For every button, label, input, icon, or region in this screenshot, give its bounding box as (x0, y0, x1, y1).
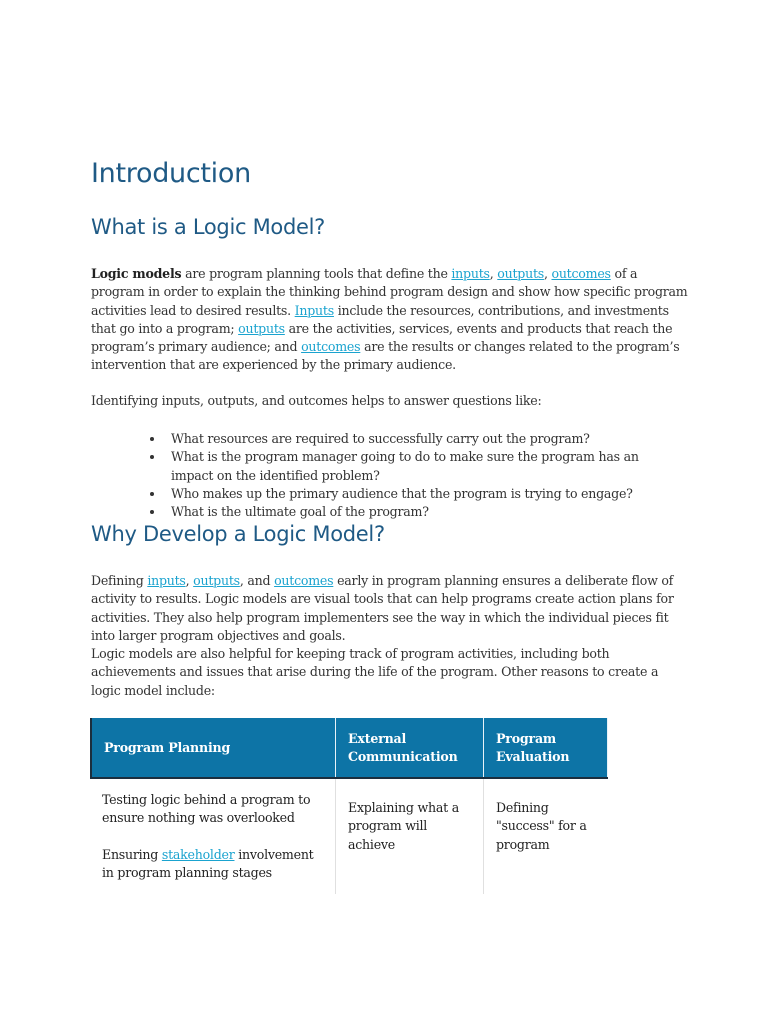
table-header-program-planning: Program Planning (90, 718, 335, 777)
paragraph-definition (91, 265, 691, 375)
table-header-external-communication: External Communication (335, 718, 483, 777)
text-span: include the resources, contributions, and investments that go into a program; (91, 302, 669, 336)
text-span: involvement in program planning stages (102, 846, 314, 880)
text-span: , (489, 266, 498, 281)
text-span: , (185, 573, 194, 588)
paragraph-questions-intro: Identifying inputs, outputs, and outcomes helps to answer questions like: (91, 393, 542, 408)
link-outcomes-2[interactable]: outcomes (301, 339, 361, 355)
link-stakeholder[interactable]: stakeholder (161, 846, 235, 862)
list-item: What is the program manager going to do to make sure the program has an impact on the identified problem? (171, 448, 671, 485)
link-outputs-2[interactable]: outputs (238, 320, 285, 336)
link-outcomes-3[interactable]: outcomes (274, 573, 334, 588)
text-span: Ensuring (102, 846, 162, 862)
bold-term: Logic models (91, 266, 182, 281)
link-inputs-3[interactable]: inputs (147, 573, 186, 588)
cell-text (102, 846, 325, 883)
text-span: , and (239, 573, 275, 588)
link-outputs[interactable]: outputs (497, 266, 544, 281)
paragraph-defining (91, 572, 691, 645)
table-header-program-evaluation: Program Evaluation (483, 718, 608, 777)
link-outputs-3[interactable]: outputs (193, 573, 240, 588)
list-item: What resources are required to successfully carry out the program? (171, 430, 671, 448)
list-item: Who makes up the primary audience that the program is trying to engage? (171, 485, 671, 503)
link-inputs[interactable]: inputs (451, 266, 490, 281)
list-item: What is the ultimate goal of the program? (171, 503, 671, 521)
table-cell-planning (90, 779, 335, 894)
page-title: Introduction (91, 158, 251, 189)
section-heading-why: Why Develop a Logic Model? (91, 522, 385, 546)
link-outcomes[interactable]: outcomes (551, 266, 611, 281)
text-span: Defining (91, 573, 148, 588)
reasons-table (90, 718, 608, 894)
table-cell-communication: Explaining what a program will achieve (335, 779, 483, 894)
table-row (90, 779, 608, 894)
paragraph-tracking: Logic models are also helpful for keeping track of program activities, including both achievements and issues that arise during the life of the program. Other reasons to create a logic model include: (91, 646, 659, 698)
text-span: are the results or changes related to the program’s intervention that are experienced by the primary audience. (91, 339, 680, 373)
cell-text: Testing logic behind a program to ensure nothing was overlooked (102, 792, 311, 826)
questions-list (91, 430, 671, 521)
table-header-row (90, 718, 608, 779)
text-span: are program planning tools that define the (181, 266, 452, 281)
link-inputs-2[interactable]: Inputs (294, 302, 334, 318)
section-heading-what: What is a Logic Model? (91, 215, 326, 239)
text-span: , (543, 266, 552, 281)
text-span: are the activities, services, events and products that reach the program’s primary audience; and (91, 320, 673, 355)
text-span: of a program in order to explain the thinking behind program design and show how specific program activities lead to desired results. (91, 266, 688, 318)
text-span: early in program planning ensures a deliberate flow of activity to results. Logic models are visual tools that can help programs create action plans for activities. They also help program implementers see the way in which the individual pieces fit into larger program objectives and goals. (91, 573, 674, 643)
table-cell-evaluation: Defining "success" for a program (483, 779, 608, 894)
